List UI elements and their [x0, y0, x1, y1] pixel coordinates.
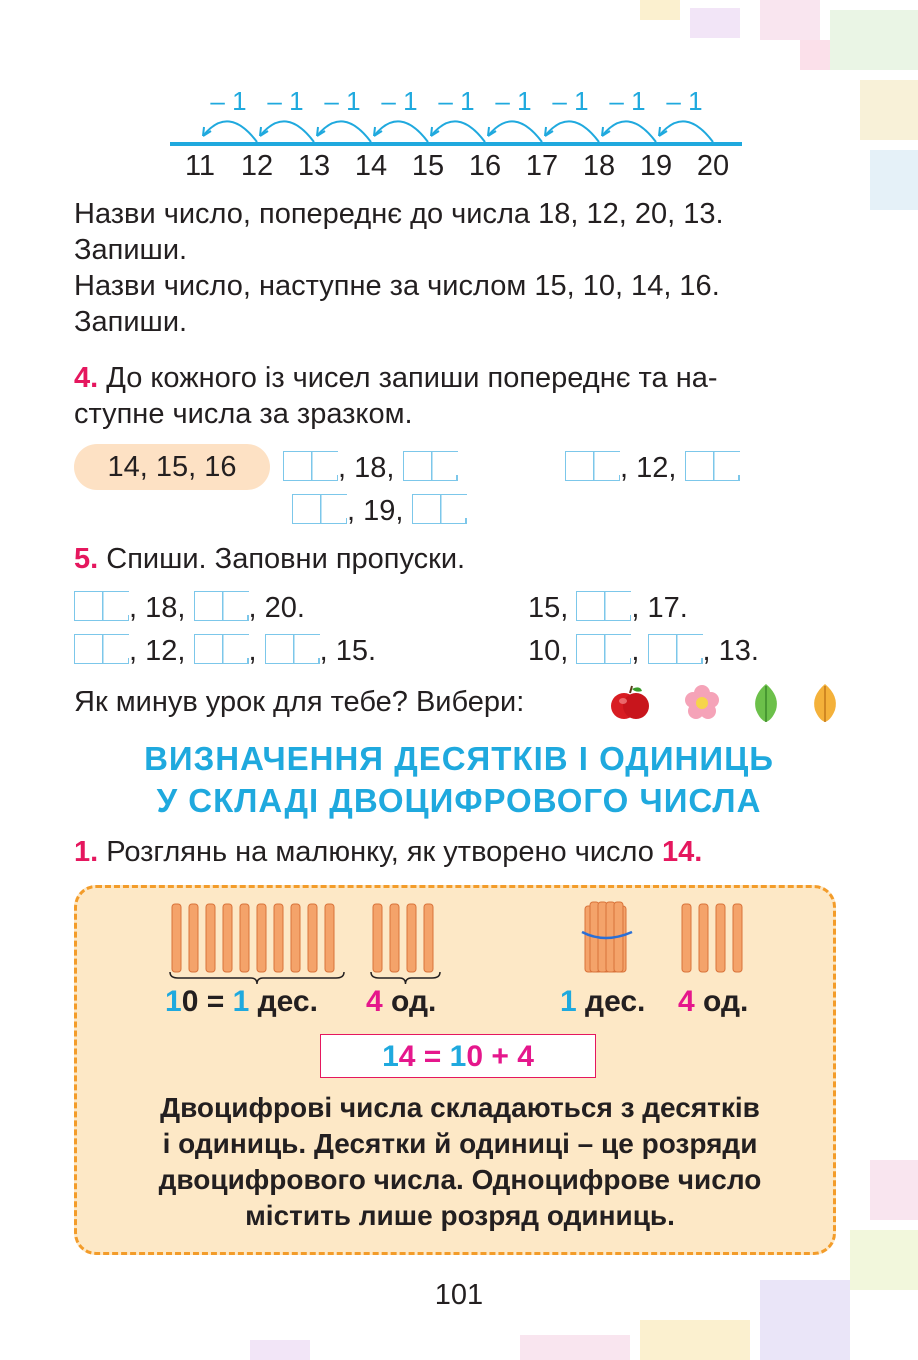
answer-box[interactable]	[576, 634, 631, 664]
ex5-line2-right: 10, , , 13.	[528, 635, 759, 667]
left-units-label: 4 од.	[366, 985, 437, 1018]
tick-label: 15	[411, 150, 445, 182]
answer-box[interactable]	[565, 451, 620, 481]
counting-stick	[390, 904, 399, 972]
rule-line4: містить лише розряд одиниць.	[245, 1200, 675, 1231]
tick-label: 17	[525, 150, 559, 182]
ex5-heading	[74, 541, 465, 578]
tick-label: 19	[639, 150, 673, 182]
answer-box[interactable]	[685, 451, 740, 481]
answer-box[interactable]	[194, 634, 249, 664]
rule-line1: Двоцифрові числа складаються з десятків	[160, 1092, 760, 1123]
counting-stick	[407, 904, 416, 972]
ex5-text: Спиши. Заповни пропуски.	[106, 543, 466, 575]
tick-label: 13	[297, 150, 331, 182]
counting-stick	[424, 904, 433, 972]
ex3-line2: Запиши.	[74, 234, 188, 266]
brace	[371, 972, 440, 984]
ex4-row2-a: , 19,	[292, 493, 467, 530]
section-title-line1: ВИЗНАЧЕННЯ ДЕСЯТКІВ І ОДИНИЦЬ	[144, 740, 774, 777]
step-label: – 1	[381, 86, 418, 116]
reflection-text: Як минув урок для тебе? Вибери:	[74, 686, 525, 718]
rule-line3: двоцифрового числа. Одноцифрове число	[158, 1164, 762, 1195]
answer-box[interactable]	[292, 494, 347, 524]
ex1-text: Розглянь на малюнку, як утворено число	[106, 836, 654, 868]
rule-line2: і одиниць. Десятки й одиниці – це розряди	[162, 1128, 758, 1159]
ex1-heading	[74, 834, 702, 871]
flower-icon[interactable]	[682, 683, 722, 723]
ex4-heading	[74, 360, 718, 397]
counting-stick	[733, 904, 742, 972]
step-label: – 1	[210, 86, 247, 116]
counting-stick	[699, 904, 708, 972]
section-title-line2: У СКЛАДІ ДВОЦИФРОВОГО ЧИСЛА	[156, 782, 762, 819]
equation-box: 14 = 10 + 4	[320, 1034, 596, 1078]
yellow-leaf-icon[interactable]	[811, 682, 839, 724]
step-label: – 1	[495, 86, 532, 116]
counting-stick	[240, 904, 249, 972]
counting-stick	[206, 904, 215, 972]
ex5-line1-right: 15, , 17.	[528, 592, 688, 624]
step-label: – 1	[552, 86, 589, 116]
counting-stick	[257, 904, 266, 972]
right-tens-label: 1 дес.	[560, 985, 646, 1018]
tick-label: 14	[354, 150, 388, 182]
exercise-number: 1.	[74, 836, 99, 868]
counting-stick	[274, 904, 283, 972]
counting-stick	[172, 904, 181, 972]
answer-box[interactable]	[648, 634, 703, 664]
answer-box[interactable]	[403, 451, 458, 481]
counting-stick	[223, 904, 232, 972]
brace	[170, 972, 344, 984]
ex4-row1-b: , 12,	[565, 450, 740, 487]
ex4-row1-a: , 18,	[283, 450, 458, 487]
sample-pill: 14, 15, 16	[74, 444, 270, 490]
answer-box[interactable]	[74, 634, 129, 664]
answer-box[interactable]	[412, 494, 467, 524]
number-line	[170, 86, 750, 186]
ex4-text-line2: ступне числа за зразком.	[74, 398, 413, 430]
counting-stick	[325, 904, 334, 972]
exercise-number: 5.	[74, 543, 99, 575]
tick-label: 16	[468, 150, 502, 182]
tick-label: 20	[696, 150, 730, 182]
green-leaf-icon[interactable]	[752, 682, 780, 724]
ex3-line3: Назви число, наступне за числом 15, 10, 14, 16.	[74, 270, 720, 302]
counting-stick	[189, 904, 198, 972]
counting-stick	[682, 904, 691, 972]
exercise-number: 4.	[74, 362, 99, 394]
rule-text	[80, 1090, 840, 1234]
right-units-label: 4 од.	[678, 985, 749, 1018]
ex5-line2-left: , 12, , , 15.	[74, 633, 376, 670]
step-label: – 1	[267, 86, 304, 116]
answer-box[interactable]	[265, 634, 320, 664]
tick-label: 12	[240, 150, 274, 182]
step-label: – 1	[666, 86, 703, 116]
counting-stick	[373, 904, 382, 972]
step-label: – 1	[609, 86, 646, 116]
ex3-line4: Запиши.	[74, 306, 188, 338]
answer-box[interactable]	[194, 591, 249, 621]
tick-label: 18	[582, 150, 616, 182]
tick-label: 11	[184, 150, 216, 182]
answer-box[interactable]	[74, 591, 129, 621]
sticks-illustration	[160, 898, 760, 988]
ex3-line1: Назви число, попереднє до числа 18, 12, 20, 13.	[74, 198, 724, 230]
step-label: – 1	[438, 86, 475, 116]
page-number: 101	[434, 1279, 484, 1311]
ex5-line1-left: , 18, , 20.	[74, 590, 305, 627]
answer-box[interactable]	[283, 451, 338, 481]
ex4-text-line1: До кожного із чисел запиши попереднє та на-	[106, 362, 718, 394]
counting-stick	[291, 904, 300, 972]
counting-stick	[716, 904, 725, 972]
apple-icon[interactable]	[610, 683, 650, 723]
answer-box[interactable]	[576, 591, 631, 621]
ex1-target-number: 14.	[662, 836, 703, 868]
left-tens-label: 10 = 1 дес.	[165, 985, 318, 1018]
step-label: – 1	[324, 86, 361, 116]
counting-stick	[308, 904, 317, 972]
